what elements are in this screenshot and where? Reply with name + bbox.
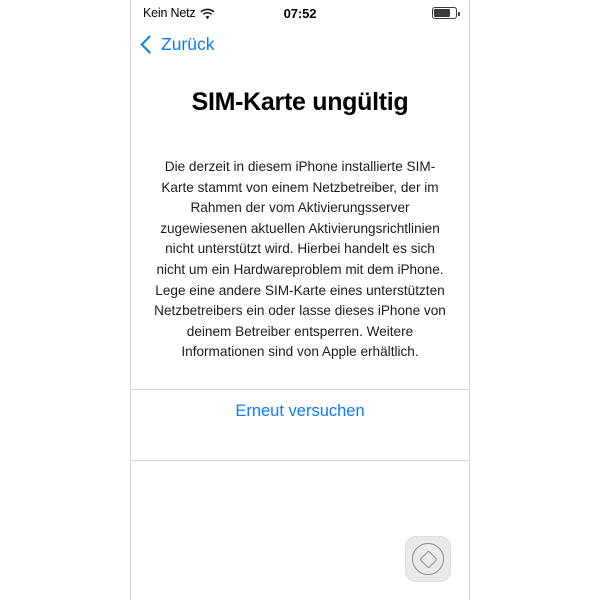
assistive-touch-diamond: [419, 550, 437, 568]
assistive-touch-icon[interactable]: [405, 536, 451, 582]
iphone-screen: [130, 0, 470, 600]
status-bar-left: [143, 6, 215, 20]
page-title: SIM-Karte ungültig: [191, 88, 409, 116]
retry-button-label: Erneut versuchen: [235, 402, 365, 421]
wifi-icon: [200, 8, 215, 20]
main-content: [131, 88, 469, 363]
status-bar: [131, 0, 469, 26]
navigation-bar: [131, 26, 469, 62]
status-bar-right: [432, 7, 457, 19]
description-text: Die derzeit in diesem iPhone installierte SIM-Karte stammt von einem Netzbetreiber, der im Rahmen der vom Aktivierungsserver zugewiesenen aktuellen Aktivierungsrichtlinien nicht unterstützt wird. Hierbei handelt es sich nicht um ein Hardwareproblem mit dem iPhone. Lege eine andere SIM-Karte eines unterstützten Netzbetreibers ein oder lasse dieses iPhone von deinem Betreiber entsperren. Weitere Informationen sind von Apple erhältlich.: [154, 159, 446, 360]
divider-bottom: [131, 460, 469, 461]
assistive-touch-ring: [412, 543, 444, 575]
battery-icon: [432, 7, 457, 19]
retry-button[interactable]: [131, 390, 469, 434]
back-button-label: Zurück: [161, 33, 215, 54]
chevron-left-icon: [140, 35, 158, 53]
back-button[interactable]: [143, 34, 214, 55]
carrier-label: Kein Netz: [143, 6, 196, 20]
clock-label: 07:52: [283, 5, 317, 21]
